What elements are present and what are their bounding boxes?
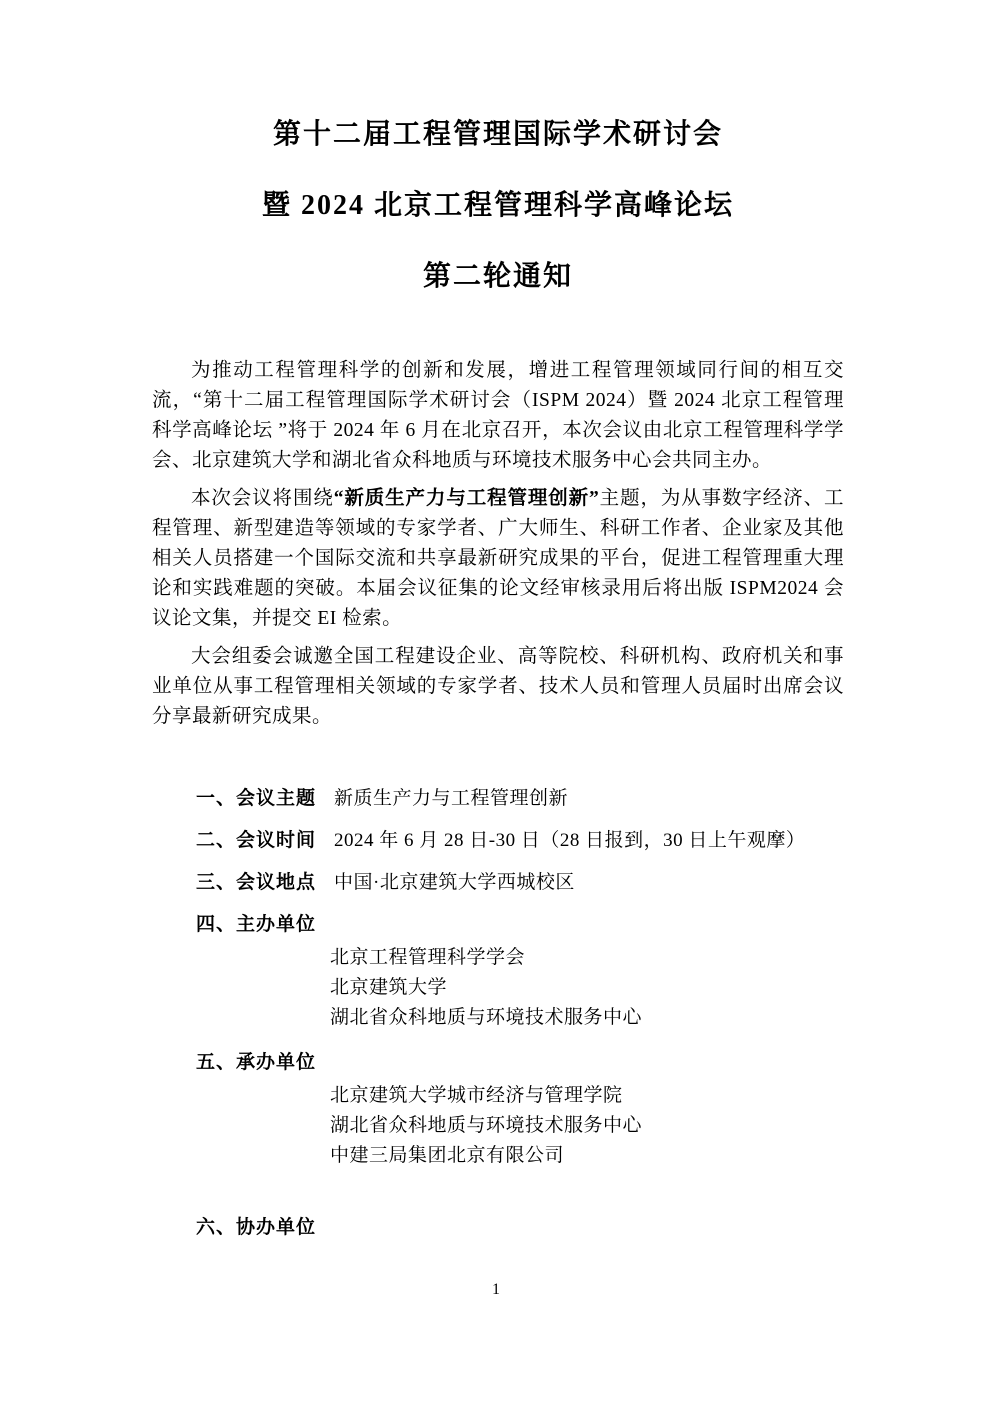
document-title	[152, 112, 844, 294]
intro-paragraph: 为推动工程管理科学的创新和发展，增进工程管理领域同行间的相互交流，“第十二届工程管理国际学术研讨会（ISPM 2024）暨 2024 北京工程管理科学高峰论坛 ”将于 2024 年 6 月在北京召开，本次会议由北京工程管理科学学会、北京建筑大学和湖北省众科地质与环境技术服务中心会共同主办。	[152, 360, 844, 471]
item-organizers	[196, 1050, 844, 1171]
title-line-2: 暨 2024 北京工程管理科学高峰论坛	[261, 190, 734, 221]
page-number: 1	[492, 1281, 500, 1298]
item-location-label: 三、会议地点	[196, 872, 317, 893]
organizer-org: 中建三局集团北京有限公司	[330, 1145, 565, 1166]
organizer-org: 湖北省众科地质与环境技术服务中心	[330, 1115, 643, 1136]
item-hosts-label: 四、主办单位	[196, 914, 317, 935]
item-theme-label: 一、会议主题	[196, 788, 317, 809]
item-time	[196, 828, 844, 853]
theme-paragraph-pre: 本次会议将围绕	[191, 488, 334, 509]
item-co-organizers	[196, 1215, 844, 1240]
title-line-3: 第二轮通知	[422, 261, 573, 292]
item-time-label: 二、会议时间	[196, 830, 317, 851]
item-organizers-label: 五、承办单位	[196, 1052, 317, 1073]
item-hosts	[196, 912, 844, 1033]
item-hosts-sublist	[330, 943, 844, 1033]
agenda-items	[152, 786, 844, 1240]
host-org: 湖北省众科地质与环境技术服务中心	[330, 1007, 643, 1028]
item-co-organizers-label: 六、协办单位	[196, 1217, 317, 1238]
organizer-org: 北京建筑大学城市经济与管理学院	[330, 1085, 623, 1106]
host-org: 北京建筑大学	[330, 977, 448, 998]
item-location-value: 中国·北京建筑大学西城校区	[334, 872, 575, 893]
item-theme	[196, 786, 844, 811]
theme-paragraph-post: 主题，为从事数字经济、工程管理、新型建造等领域的专家学者、广大师生、科研工作者、企业家及其他相关人员搭建一个国际交流和共享最新研究成果的平台，促进工程管理重大理论和实践难题的突破。本届会议征集的论文经审核录用后将出版 ISPM2024 会议论文集，并提交 EI 检索。	[152, 488, 844, 629]
item-organizers-sublist	[330, 1081, 844, 1171]
item-location	[196, 870, 844, 895]
item-time-value: 2024 年 6 月 28 日-30 日（28 日报到，30 日上午观摩）	[334, 830, 806, 851]
invitation-paragraph: 大会组委会诚邀全国工程建设企业、高等院校、科研机构、政府机关和事业单位从事工程管理相关领域的专家学者、技术人员和管理人员届时出席会议分享最新研究成果。	[152, 646, 844, 727]
theme-paragraph	[152, 484, 844, 634]
theme-paragraph-bold: “新质生产力与工程管理创新”	[333, 488, 600, 509]
item-theme-value: 新质生产力与工程管理创新	[334, 788, 569, 809]
host-org: 北京工程管理科学学会	[330, 947, 526, 968]
title-line-1: 第十二届工程管理国际学术研讨会	[272, 119, 723, 150]
